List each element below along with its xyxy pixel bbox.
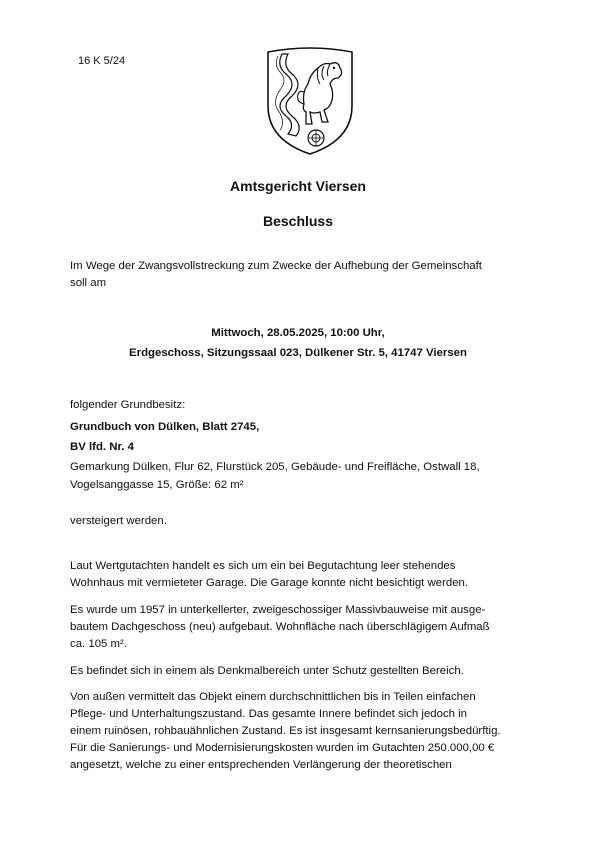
intro-line: soll am — [70, 277, 107, 289]
coat-of-arms-icon — [258, 44, 362, 156]
court-name: Amtsgericht Viersen — [230, 178, 366, 194]
paragraph-line: angesetzt, welche zu einer entsprechenden Verlängerung der theoretischen — [70, 759, 452, 771]
paragraph-line: einem ruinösen, rohbauähnlichen Zustand. Es ist insgesamt kernsanierungsbedürftig. — [70, 725, 501, 737]
property-detail: Vogelsanggasse 15, Größe: 62 m² — [70, 479, 244, 491]
paragraph-line: ca. 105 m². — [70, 638, 127, 650]
land-register: Grundbuch von Dülken, Blatt 2745, — [70, 421, 260, 433]
paragraph-line: Für die Sanierungs- und Modernisierungskosten wurden im Gutachten 250.000,00 € — [70, 742, 495, 754]
paragraph-line: Es wurde um 1957 in unterkellerter, zweigeschossiger Massivbauweise mit ausge- — [70, 604, 486, 616]
location-line: Erdgeschoss, Sitzungssaal 023, Dülkener Str. 5, 41747 Viersen — [129, 347, 467, 359]
paragraph-line: Von außen vermittelt das Objekt einem durchschnittlichen bis in Teilen einfachen — [70, 691, 476, 703]
paragraph-line: Pflege- und Unterhaltungszustand. Das gesamte Innere befindet sich jedoch in — [70, 708, 468, 720]
intro-line: Im Wege der Zwangsvollstreckung zum Zwecke der Aufhebung der Gemeinschaft — [70, 260, 482, 272]
auction-text: versteigert werden. — [70, 515, 167, 527]
paragraph-line: bautem Dachgeschoss (neu) aufgebaut. Wohnfläche nach überschlägigem Aufmaß — [70, 621, 490, 633]
paragraph-line: Es befindet sich in einem als Denkmalbereich unter Schutz gestellten Bereich. — [70, 665, 464, 677]
property-intro: folgender Grundbesitz: — [70, 399, 186, 411]
date-line: Mittwoch, 28.05.2025, 10:00 Uhr, — [211, 327, 385, 339]
bv-number: BV lfd. Nr. 4 — [70, 441, 134, 453]
case-number: 16 K 5/24 — [78, 55, 126, 67]
property-detail: Gemarkung Dülken, Flur 62, Flurstück 205, Gebäude- und Freifläche, Ostwall 18, — [70, 461, 480, 473]
paragraph-line: Wohnhaus mit vermieteter Garage. Die Garage konnte nicht besichtigt werden. — [70, 577, 469, 589]
document-title: Beschluss — [262, 213, 334, 229]
paragraph-line: Laut Wertgutachten handelt es sich um ein bei Begutachtung leer stehendes — [70, 560, 456, 572]
